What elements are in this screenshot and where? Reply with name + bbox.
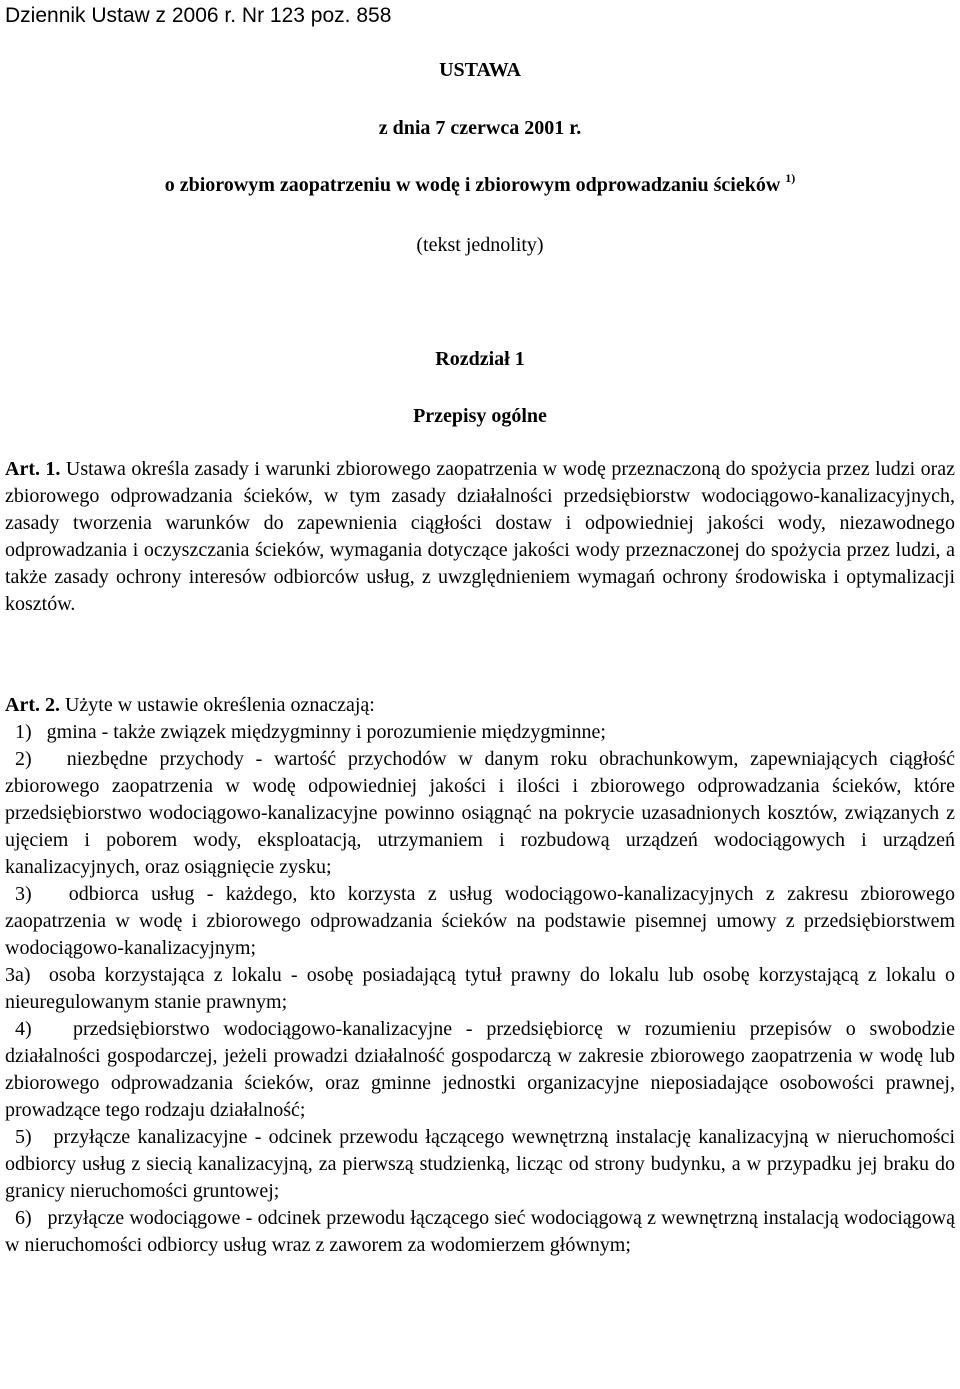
footnote-mark: 1) xyxy=(785,171,796,185)
chapter-number: Rozdział 1 xyxy=(435,348,525,370)
edition-note: (tekst jednolity) xyxy=(416,234,544,256)
definition-item-2: 2) niezbędne przychody - wartość przychodów w danym roku obrachunkowym, zapewniających ciągłość zbiorowego zaopatrzenia w wodę odpowiedniej jakości i ilości i zbiorowego odprowadzania ścieków, które przedsiębiorstwo wodociągowo-kanalizacyjne powinno osiągnąć na pokrycie uzasadnionych kosztów, związanych z ujęciem i poborem wody, eksploatacją, utrzymaniem i rozbudową urządzeń wodociągowych i urządzeń kanalizacyjnych, oraz osiągnięcie zysku; xyxy=(5,748,955,878)
article-2-label: Art. 2. xyxy=(5,694,60,716)
definition-item-6: 6) przyłącze wodociągowe - odcinek przewodu łączącego sieć wodociągową z wewnętrzną instalacją wodociągową w nieruchomości odbiorcy usług wraz z zaworem za wodomierzem głównym; xyxy=(5,1207,955,1256)
article-2-intro-paragraph xyxy=(5,692,955,719)
journal-header: Dziennik Ustaw z 2006 r. Nr 123 poz. 858 xyxy=(5,4,392,27)
definition-item-1: 1) gmina - także związek międzygminny i porozumienie międzygminne; xyxy=(15,721,606,743)
act-subject-text: o zbiorowym zaopatrzeniu w wodę i zbiorowym odprowadzaniu ścieków xyxy=(164,174,781,196)
act-type-title: USTAWA xyxy=(439,59,521,81)
act-subject xyxy=(0,172,960,198)
article-1-text: Ustawa określa zasady i warunki zbiorowego zaopatrzenia w wodę przeznaczoną do spożycia przez ludzi oraz zbiorowego odprowadzania ścieków, w tym zasady działalności przedsiębiorstw wodociągowo-kanalizacyjnych, zasady tworzenia warunków do zapewnienia ciągłości dostaw i odpowiedniej jakości wody, niezawodnego odprowadzania i oczyszczania ścieków, wymagania dotyczące jakości wody przeznaczonej do spożycia przez ludzi, a także zasady ochrony interesów odbiorców usług, z uwzględnieniem wymagań ochrony środowiska i optymalizacji kosztów. xyxy=(5,458,956,615)
article-1-label: Art. 1. xyxy=(5,458,61,480)
definition-item-4: 4) przedsiębiorstwo wodociągowo-kanalizacyjne - przedsiębiorcę w rozumieniu przepisów o swobodzie działalności gospodarczej, jeżeli prowadzi działalność gospodarczą w zakresie zbiorowego zaopatrzenia w wodę lub zbiorowego odprowadzania ścieków, oraz gminne jednostki organizacyjne nieposiadające osobowości prawnej, prowadzące tego rodzaju działalność; xyxy=(5,1018,955,1121)
definition-item-3a: 3a) osoba korzystająca z lokalu - osobę posiadającą tytuł prawny do lokalu lub osobę korzystającą z lokalu o nieuregulowanym stanie prawnym; xyxy=(5,964,955,1013)
article-1 xyxy=(5,456,955,618)
article-1-paragraph xyxy=(5,456,955,618)
definition-item-5: 5) przyłącze kanalizacyjne - odcinek przewodu łączącego wewnętrzną instalację kanalizacyjną w nieruchomości odbiorcy usług z siecią kanalizacyjną, za pierwszą studzienką, licząc od strony budynku, a w przypadku jej braku do granicy nieruchomości gruntowej; xyxy=(5,1126,955,1202)
article-2 xyxy=(5,692,955,1259)
act-date: z dnia 7 czerwca 2001 r. xyxy=(378,117,582,139)
chapter-title: Przepisy ogólne xyxy=(413,405,547,427)
article-2-intro: Użyte w ustawie określenia oznaczają: xyxy=(64,694,375,716)
definition-item-3: 3) odbiorca usług - każdego, kto korzysta z usług wodociągowo-kanalizacyjnych z zakresu zbiorowego zaopatrzenia w wodę i zbiorowego odprowadzania ścieków na podstawie pisemnej umowy z przedsiębiorstwem wodociągowo-kanalizacyjnym; xyxy=(5,883,955,959)
